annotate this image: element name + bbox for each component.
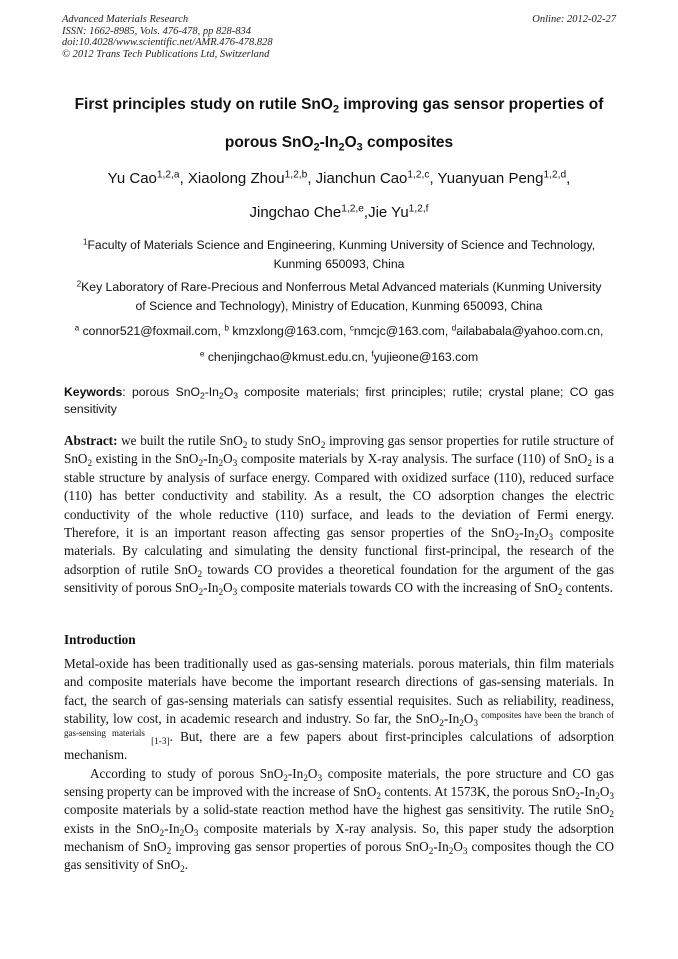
affiliation-1: $^1$Faculty of Materials Science and Engineering, Kunming University of Science and Technology, Kunming 650093, China <box>82 236 596 271</box>
abstract-body: we built the rutile SnO$_2$ to study SnO$_2$ improving gas sensor properties for rutile structure of SnO$_2$ existing in the $SnO_2-In_2O_3$ composite materials by X-ray analysis. The surface (110) of SnO$_2$ is a stable structure by analysis of surface energy. Compared with oxidized surface (110), reduced surface (110) has better conductivity and stability. As a result, the CO adsorption changes the electric conductivity of the whole reductive (110) surface, and leads to the deviation of Fermi energy. Therefore, it is an important reason affecting gas sensor properties of the $SnO_2-In_2O_3$ composite materials. By calculating and simulating the density functional first-principal, the research of the adsorption of rutile SnO$_2$ towards CO provides a theoretical foundation for the argument of the gas sensitivity of porous $SnO_2-In_2O_3$ composite materials towards CO with the increasing of SnO$_2$ contents. <box>64 433 614 598</box>
issn-line: ISSN: 1662-8985, Vols. 476-478, pp 828-834 <box>62 25 251 37</box>
introduction-heading: Introduction <box>64 632 136 647</box>
title-line-1: First principles study on rutile SnO$_2$ improving gas sensor properties of <box>74 96 604 116</box>
abstract-section <box>64 432 614 598</box>
author-list <box>40 162 638 230</box>
intro-paragraph-2: According to study of porous $SnO_2-In_2O_3$ composite materials, the pore structure and CO gas sensing property can be improved with the increase of SnO$_2$ contents. At 1573K, the porous $SnO_2-In_2O_3$ composite materials by a solid-state reaction method have the highest gas sensitivity. The rutile SnO$_2$ exists in the $SnO_2-In_2O_3$ composite materials by X-ray analysis. So, this paper study the adsorption mechanism of SnO$_2$ improving gas sensor properties of porous $SnO_2-In_2O_3$ composites though the CO gas sensitivity of SnO$_2$. <box>64 765 615 875</box>
introduction-section <box>64 655 614 875</box>
journal-name: Advanced Materials Research <box>62 14 189 25</box>
emails-line-1: $^a$ connor521@foxmail.com, $^b$ kmzxlong@163.com, $^c$nmcjc@163.com, $^d$ailababala@yahoo.com.cn, <box>74 322 604 338</box>
copyright-line: © 2012 Trans Tech Publications Ltd, Switzerland <box>62 48 270 60</box>
intro-paragraph-1: Metal-oxide has been traditionally used as gas-sensing materials. porous materials, thin film materials and composite materials have become the important research directions of gas-sensing materials. In fact, the search of gas-sensing materials can satisfy essential requisites. Such as reliability, readiness, stability, low cost, in academic research and industry. So far, the $SnO_2-In_2O_3$ $^{composites have been the branch of gas-sensing materials}$ $_{[1-3]}$. But, there are a few papers about first-principles calculations of adsorption mechanism. <box>64 656 614 763</box>
emails-line-2: $^e$ chenjingchao@kmust.edu.cn, $^f$yujieone@163.com <box>199 348 479 364</box>
authors-line-1: Yu Cao$^{1,2,a}$, Xiaolong Zhou$^{1,2,b}$, Jianchun Cao$^{1,2,c}$, Yuanyuan Peng$^{1,2,d}$, <box>107 169 571 187</box>
doi-line: doi:10.4028/www.scientific.net/AMR.476-478.828 <box>62 37 273 49</box>
paper-title <box>40 86 638 162</box>
author-emails <box>50 318 628 370</box>
authors-line-2: Jingchao Che$^{1,2,e}$,Jie Yu$^{1,2,f}$ <box>249 203 429 221</box>
keywords-section: Keywords: porous $SnO_2-In_2O_3$ composite materials; first principles; rutile; crystal plane; CO gas sensitivity <box>64 385 615 416</box>
online-date: Online: 2012-02-27 <box>532 14 616 25</box>
affiliation-2: $^2$Key Laboratory of Rare-Precious and Nonferrous Metal Advanced materials (Kunming University of Science and Technology), Ministry of Education, Kunming 650093, China <box>76 278 602 313</box>
journal-header <box>62 14 616 60</box>
abstract-label: Abstract: <box>64 433 118 448</box>
keywords-label: Keywords <box>64 385 123 399</box>
title-line-2: porous $SnO_2-In_2O_3$ composites <box>224 134 454 154</box>
